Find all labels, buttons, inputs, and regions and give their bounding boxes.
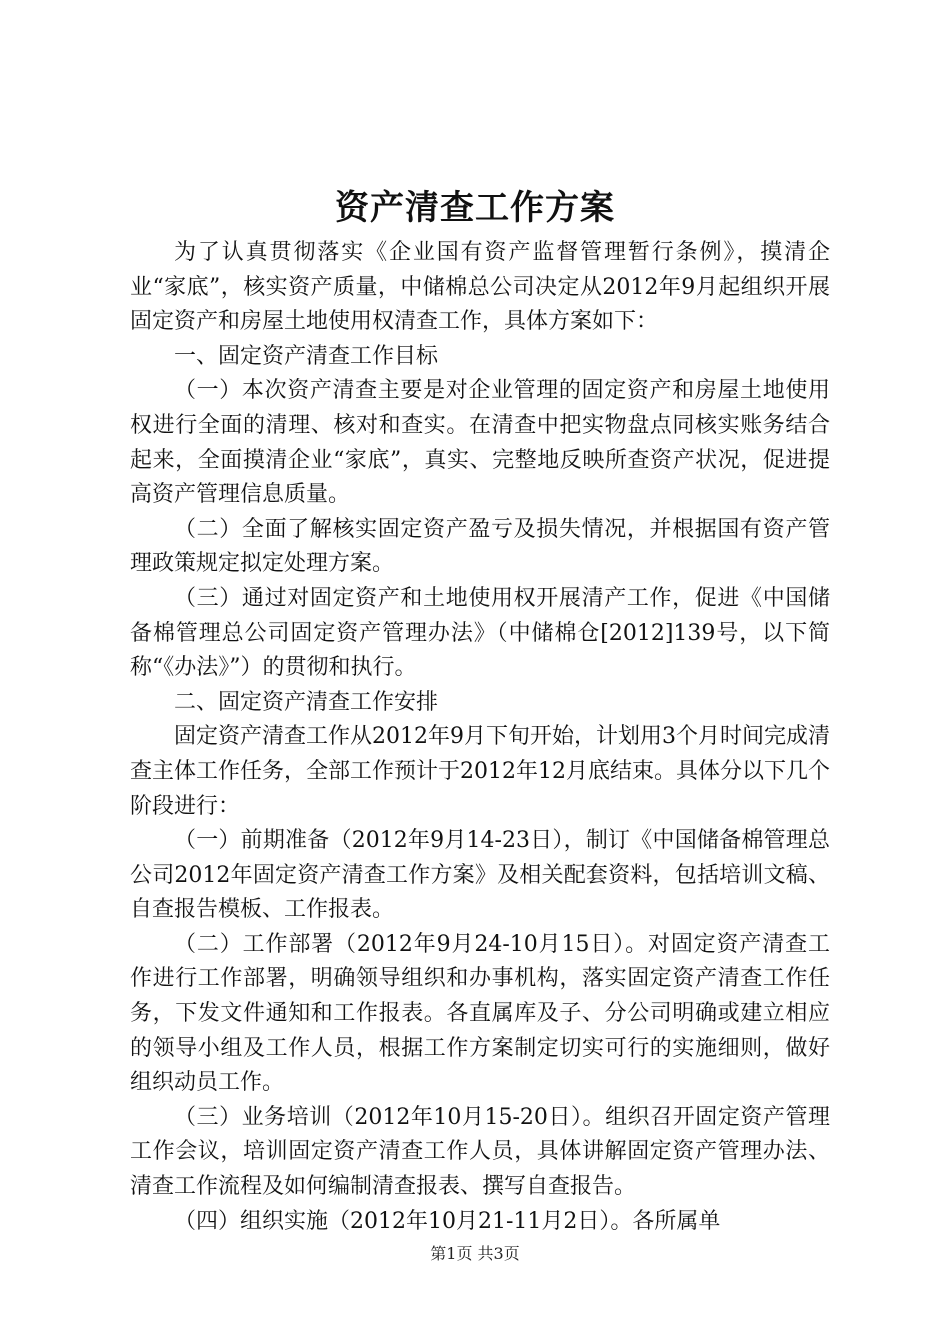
paragraph-goal-3: （三）通过对固定资产和土地使用权开展清产工作，促进《中国储备棉管理总公司固定资产管理办法》（中储棉仓[2012]139号，以下简称“《办法》”）的贯彻和执行。 (130, 585, 830, 681)
paragraph-stage-1: （一）前期准备（2012年9月14-23日），制订《中国储备棉管理总公司2012年固定资产清查工作方案》及相关配套资料，包括培训文稿、自查报告模板、工作报表。 (130, 828, 830, 923)
page-footer: 第1页 共3页 (430, 1244, 520, 1263)
paragraph-intro: 为了认真贯彻落实《企业国有资产监督管理暂行条例》，摸清企业“家底”，核实资产质量，中储棉总公司决定从2012年9月起组织开展固定资产和房屋土地使用权清查工作，具体方案如下： (130, 240, 830, 335)
paragraph-goal-1: （一）本次资产清查主要是对企业管理的固定资产和房屋土地使用权进行全面的清理、核对和查实。在清查中把实物盘点同核实账务结合起来，全面摸清企业“家底”，真实、完整地反映所查资产状况，促进提高资产管理信息质量。 (130, 378, 830, 508)
paragraph-schedule-intro: 固定资产清查工作从2012年9月下旬开始，计划用3个月时间完成清查主体工作任务，全部工作预计于2012年12月底结束。具体分以下几个阶段进行： (130, 724, 830, 819)
section-heading-2: 二、固定资产清查工作安排 (174, 689, 439, 715)
paragraph-goal-2: （二）全面了解核实固定资产盈亏及损失情况，并根据国有资产管理政策规定拟定处理方案。 (130, 516, 830, 577)
document-body (130, 236, 830, 1239)
document-title: 资产清查工作方案 (335, 188, 615, 228)
paragraph-stage-2: （二）工作部署（2012年9月24-10月15日）。对固定资产清查工作进行工作部署，明确领导组织和办事机构，落实固定资产清查工作任务，下发文件通知和工作报表。各直属库及子、分公司明确或建立相应的领导小组及工作人员，根据工作方案制定切实可行的实施细则，做好组织动员工作。 (130, 931, 830, 1096)
paragraph-stage-3: （三）业务培训（2012年10月15-20日）。组织召开固定资产管理工作会议，培训固定资产清查工作人员，具体讲解固定资产管理办法、清查工作流程及如何编制清查报表、撰写自查报告。 (130, 1104, 830, 1200)
paragraph-stage-4: （四）组织实施（2012年10月21-11月2日）。各所属单 (174, 1208, 721, 1234)
section-heading-1: 一、固定资产清查工作目标 (174, 343, 439, 369)
